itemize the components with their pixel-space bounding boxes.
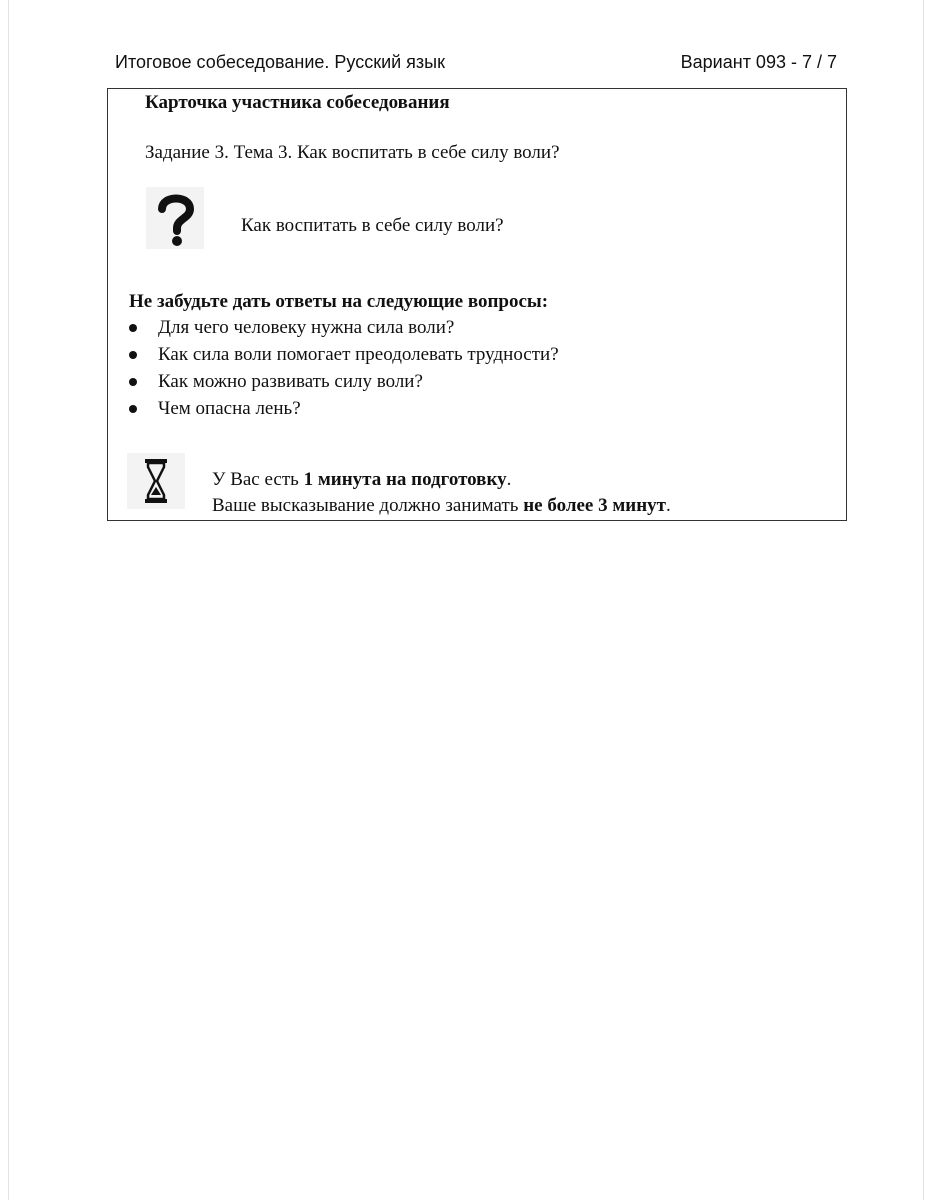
task-line: Задание 3. Тема 3. Как воспитать в себе силу воли? xyxy=(145,142,560,163)
question-item: Для чего человеку нужна сила воли? xyxy=(158,317,455,338)
bullet-icon xyxy=(129,351,137,359)
question-item: Чем опасна лень? xyxy=(158,398,301,419)
bullet-icon xyxy=(129,324,137,332)
header-variant: Вариант 093 - 7 / 7 xyxy=(680,52,837,72)
participant-card xyxy=(107,88,847,521)
remember-heading: Не забудьте дать ответы на следующие вопросы: xyxy=(129,291,549,312)
bullet-icon xyxy=(129,378,137,386)
hourglass-icon xyxy=(127,453,185,509)
header-exam-title: Итоговое собеседование. Русский язык xyxy=(115,52,445,72)
speech-time-line: Ваше высказывание должно занимать не более 3 минут. xyxy=(212,495,671,516)
question-text: Как воспитать в себе силу воли? xyxy=(241,215,504,236)
question-item: Как можно развивать силу воли? xyxy=(158,371,423,392)
bullet-icon xyxy=(129,405,137,413)
prep-time-line: У Вас есть 1 минута на подготовку. xyxy=(212,469,512,490)
question-item: Как сила воли помогает преодолевать трудности? xyxy=(158,344,559,365)
question-mark-icon xyxy=(146,187,204,249)
card-title: Карточка участника собеседования xyxy=(145,92,450,113)
